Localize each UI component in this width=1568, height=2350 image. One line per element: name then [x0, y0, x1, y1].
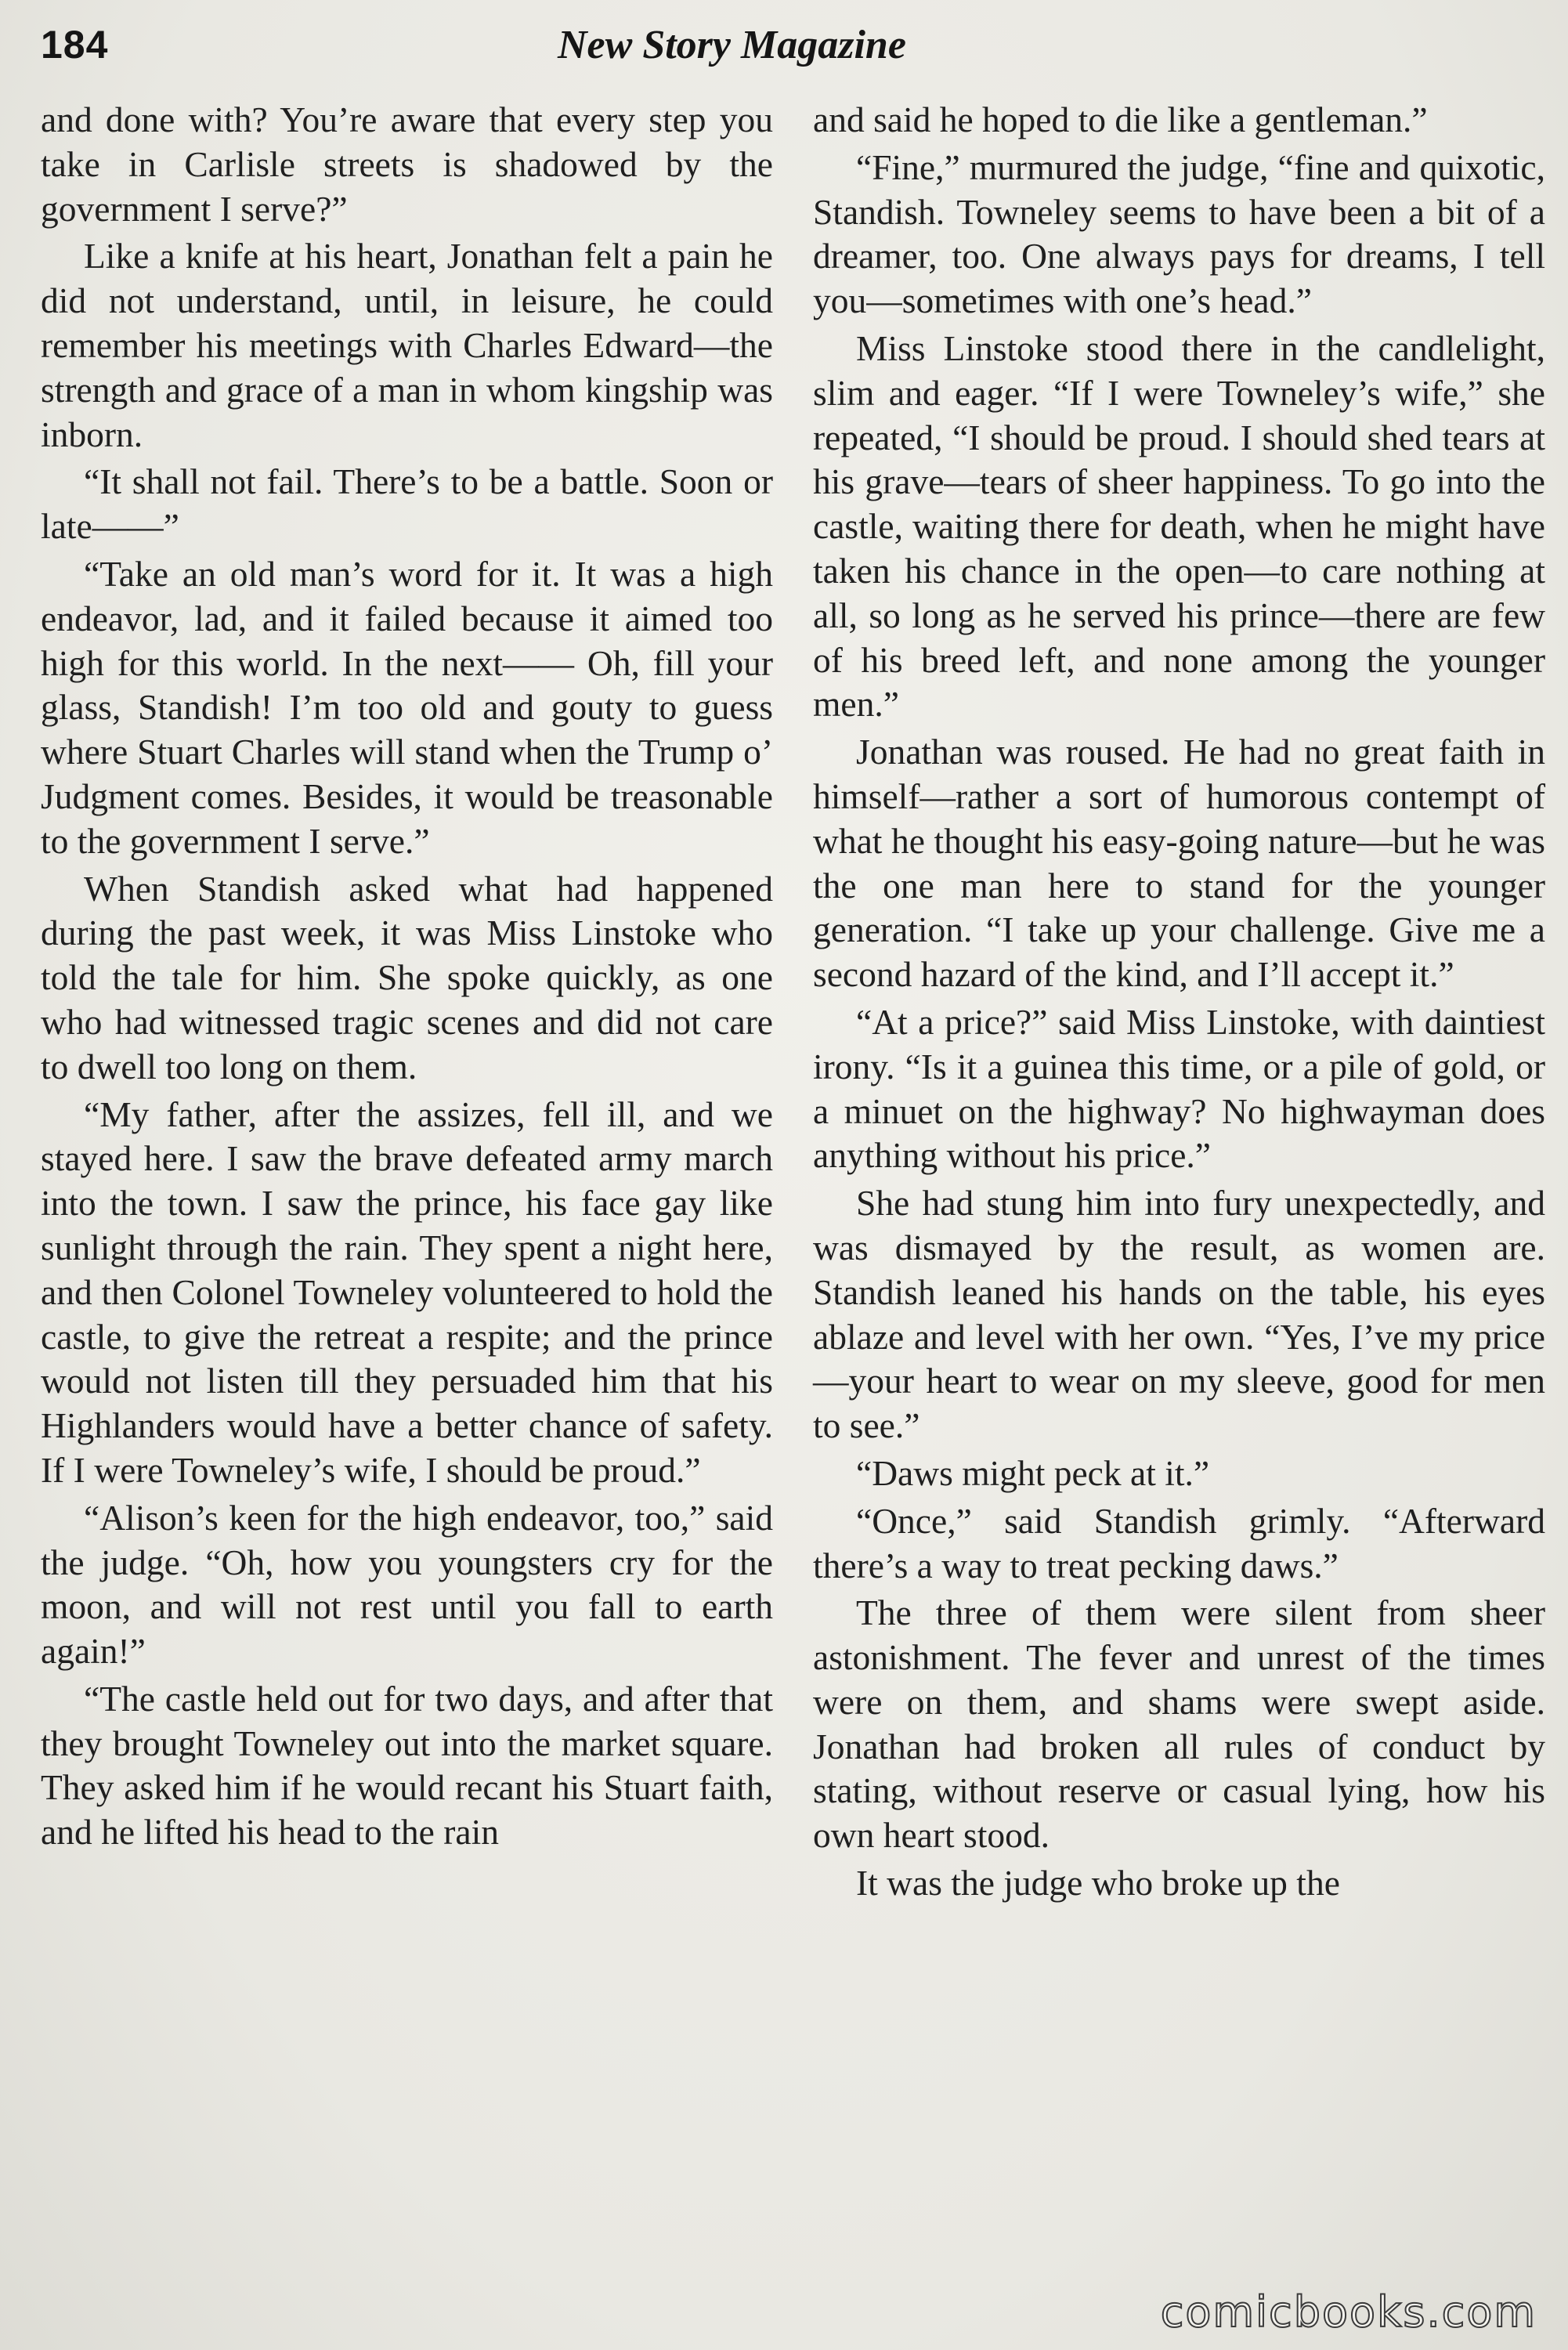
paragraph: “The castle held out for two days, and after that they brought Towneley out into the market square. They asked him if he would recant his Stuart faith, and he lifted his head to the rain: [41, 1678, 773, 1853]
paragraph: “Alison’s keen for the high endeavor, too,” said the judge. “Oh, how you youngsters cry for the moon, and will not rest until you fall to earth again!”: [41, 1497, 773, 1672]
paragraph: The three of them were silent from sheer astonishment. The fever and unrest of the times were on them, and shams were swept aside. Jonathan had broken all rules of conduct by stating, without reserve or casual lying, how his own heart stood.: [813, 1593, 1545, 1856]
left-column: [41, 98, 773, 1858]
paragraph: When Standish asked what had happened during the past week, it was Miss Linstoke who told the tale for him. She spoke quickly, as one who had witnessed tragic scenes and did not care to dwell too long on them.: [41, 868, 773, 1086]
watermark-logo: comicbooks.com: [1160, 2287, 1537, 2337]
running-title: New Story Magazine: [558, 23, 906, 67]
paragraph: Miss Linstoke stood there in the candlelight, slim and eager. “If I were Towneley’s wife,” she repeated, “I should be proud. I should shed tears at his grave—tears of sheer happiness. To go into the castle, waiting there for death, when he might have taken his chance in the open—to care nothing at all, so long as he served his prince—there are few of his breed left, and none among the younger men.”: [813, 327, 1545, 725]
paragraph: “Daws might peck at it.”: [856, 1452, 1210, 1493]
paragraph: “Once,” said Standish grimly. “Afterward there’s a way to treat pecking daws.”: [813, 1500, 1545, 1585]
right-column: [813, 98, 1545, 1909]
paragraph: She had stung him into fury unexpectedly, and was dismayed by the result, as women are. Standish leaned his hands on the table, his eyes ablaze and level with her own. “Yes, I’ve my price—your heart to wear on my sleeve, good for men to see.”: [813, 1183, 1545, 1446]
paragraph: “Take an old man’s word for it. It was a high endeavor, lad, and it failed because it aimed too high for this world. In the next—— Oh, fill your glass, Standish! I’m too old and gouty to guess where Stuart Charles will stand when the Trump o’ Judgment comes. Besides, it would be treasonable to the government I serve.”: [41, 553, 773, 861]
paragraph: It was the judge who broke up the: [856, 1863, 1340, 1904]
paragraph: “Fine,” murmured the judge, “fine and quixotic, Standish. Towneley seems to have been a bit of a dreamer, too. One always pays for dreams, I tell you—sometimes with one’s head.”: [813, 146, 1545, 321]
page-header: [41, 22, 1521, 85]
paragraph: “My father, after the assizes, fell ill, and we stayed here. I saw the brave defeated army march into the town. I saw the prince, his face gay like sunlight through the rain. They spent a night here, and then Colonel Towneley volunteered to hold the castle, to give the retreat a respite; and the prince would not listen till they persuaded him that his Highlanders would have a better chance of safety. If I were Towneley’s wife, I should be proud.”: [41, 1094, 773, 1490]
paragraph: and done with? You’re aware that every step you take in Carlisle streets is shadowed by the government I serve?”: [41, 99, 773, 229]
paragraph: and said he hoped to die like a gentleman.”: [813, 99, 1428, 139]
paragraph: Like a knife at his heart, Jonathan felt a pain he did not understand, until, in leisure, he could remember his meetings with Charles Edward—the strength and grace of a man in whom kingship was inborn.: [41, 236, 773, 454]
paragraph: “It shall not fail. There’s to be a battle. Soon or late——”: [41, 461, 773, 547]
paragraph: Jonathan was roused. He had no great faith in himself—rather a sort of humorous contempt of what he thought his easy-going nature—but he was the one man here to stand for the younger generation. “I take up your challenge. Give me a second hazard of the kind, and I’ll accept it.”: [813, 732, 1545, 995]
paragraph: “At a price?” said Miss Linstoke, with daintiest irony. “Is it a guinea this time, or a pile of gold, or a minuet on the highway? No highwayman does anything without his price.”: [813, 1001, 1545, 1176]
page-number: 184: [41, 23, 109, 67]
